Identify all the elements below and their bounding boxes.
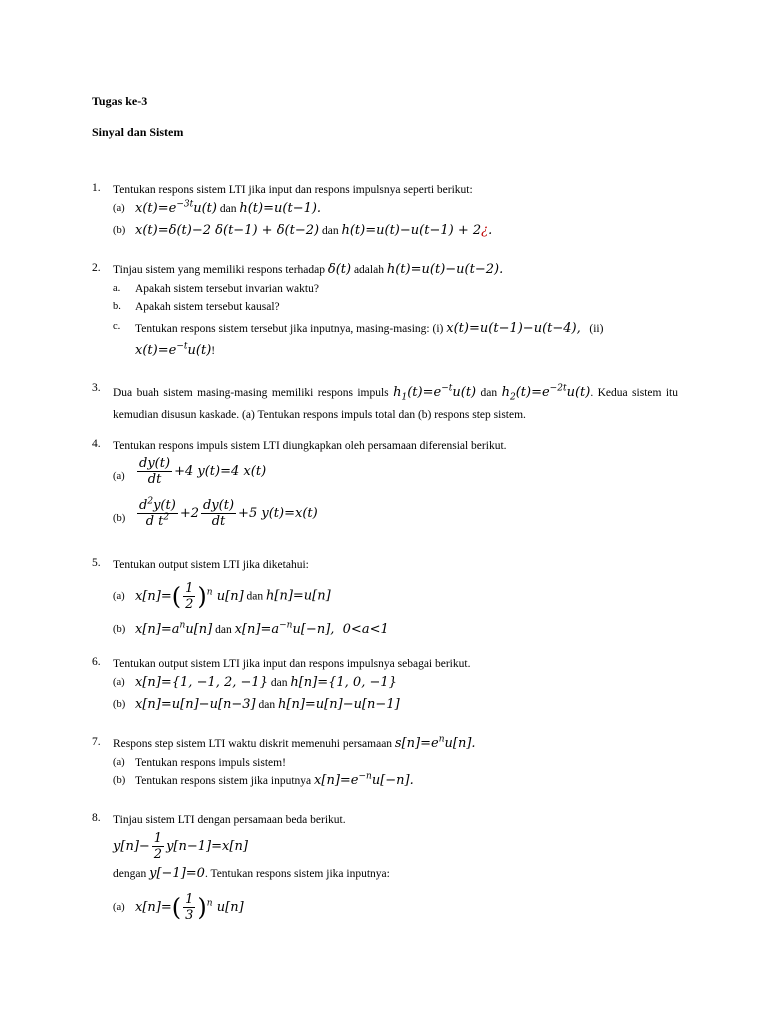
question-text: [113, 262, 678, 278]
text-segment: . Tentukan respons sistem jika inputnya:: [204, 868, 390, 880]
math-formula: $h_1(t)=e^{-t}u(t)$: [393, 383, 477, 403]
math-formula: h[n]=u[n]: [266, 588, 331, 604]
math-formula: $\frac{d^2y(t)}{d t^2}$ +2 $\frac{dy(t)}{dt}$ +5 y(t)=x(t): [139, 496, 318, 529]
and-word: dan: [480, 387, 498, 399]
sub-label: (a): [113, 757, 125, 768]
sub-label: c.: [113, 321, 121, 332]
initial-condition: [113, 866, 678, 882]
question-text: Tentukan output sistem LTI jika diketahui:: [113, 559, 309, 571]
math-formula: h(t)=u(t)−u(t−1) + 2¿.: [341, 223, 493, 238]
sub-text: Tentukan respons sistem jika inputnya: [135, 775, 312, 787]
math-formula: $\frac{dy(t)}{dt}$ +4 y(t)=4 x(t): [139, 456, 267, 487]
math-formula: δ(t): [327, 262, 352, 277]
math-formula: h(t)=u(t−1).: [239, 201, 322, 216]
sub-label: (a): [113, 677, 125, 688]
sub-label: a.: [113, 283, 121, 294]
course-title: Sinyal dan Sistem: [92, 125, 184, 139]
math-formula: y[n]− $\frac{1}{2}$ y[n−1]=x[n]: [113, 831, 248, 862]
text-segment: Respons step sistem LTI waktu diskrit memenuhi persamaan: [113, 738, 393, 750]
math-formula: $x[n]=e^{-n}u[-n]$.: [314, 771, 414, 788]
subquestion-a: [113, 886, 678, 928]
sub-label: (b): [113, 513, 126, 524]
math-formula: h[n]={1, 0, −1}: [290, 675, 397, 690]
sub-text: Apakah sistem tersebut kausal?: [135, 301, 280, 313]
question-text: Tentukan respons impuls sistem LTI diungkapkan oleh persamaan diferensial berikut.: [113, 440, 507, 452]
question-3: [92, 382, 678, 426]
and-word: dan: [215, 624, 232, 636]
and-word: dan: [258, 699, 276, 711]
math-formula: x(t)=δ(t)−2 δ(t−1) + δ(t−2): [135, 223, 320, 238]
math-formula: h(t)=u(t)−u(t−2).: [386, 262, 504, 277]
and-word: dan: [321, 225, 339, 237]
subquestion-b: [113, 696, 678, 714]
text-segment: dengan: [113, 868, 147, 880]
sub-label: (a): [113, 902, 125, 913]
question-number: 3.: [92, 382, 101, 394]
subquestion-c: [113, 318, 678, 362]
math-formula: $x[n]=a^nu[n]$: [135, 620, 213, 637]
sub-label: b.: [113, 301, 121, 312]
math-formula: x[n]=u[n]−u[n−3]: [135, 697, 256, 712]
subquestion-a: [113, 754, 678, 772]
question-number: 7.: [92, 736, 101, 748]
assignment-title: Tugas ke-3: [92, 94, 148, 108]
question-text: Tinjau sistem LTI dengan persamaan beda berikut.: [113, 814, 346, 826]
text-segment: adalah: [353, 264, 384, 276]
math-formula: x[n]=( $\frac{1}{3}$ )$^n$ u[n]: [135, 891, 244, 923]
text-segment: Tinjau sistem yang memiliki respons terhadap: [113, 264, 325, 276]
question-number: 4.: [92, 438, 101, 450]
sub-label: (b): [113, 699, 126, 710]
question-number: 8.: [92, 812, 101, 824]
and-word: dan: [219, 203, 237, 215]
subquestion-a: [113, 674, 678, 692]
math-formula: $h_2(t)=e^{-2t}u(t)$: [501, 383, 591, 403]
question-4: [92, 438, 678, 538]
question-text: [113, 382, 678, 426]
text-segment: . Kedua sistem itu kemudian disusun kaskade. (a) Tentukan respons impuls total dan (b) respons step sistem.: [113, 387, 679, 421]
subquestion-a: [113, 575, 678, 617]
subquestion-b: [113, 621, 678, 639]
math-formula: $x(t)=e^{-t}u(t)$: [135, 341, 212, 358]
question-7: [92, 736, 678, 790]
question-number: 6.: [92, 656, 101, 668]
sub-text: (ii): [589, 323, 604, 335]
math-formula: $x(t)=e^{-3t}u(t)$: [135, 199, 217, 216]
sub-label: (b): [113, 775, 126, 786]
sub-label: (a): [113, 591, 125, 602]
sub-label: (b): [113, 624, 126, 635]
sub-text: Tentukan respons sistem tersebut jika inputnya, masing-masing: (i): [135, 323, 444, 335]
question-number: 1.: [92, 182, 101, 194]
question-8: [92, 812, 678, 928]
subquestion-a: [113, 200, 678, 218]
subquestion-a: [113, 456, 678, 496]
subquestion-b: [113, 772, 678, 790]
question-number: 2.: [92, 262, 101, 274]
difference-equation: [113, 830, 678, 864]
subquestion-b: [113, 222, 678, 240]
text-segment: Dua buah sistem masing-masing memiliki respons impuls: [113, 387, 389, 399]
question-5: [92, 557, 678, 639]
question-6: [92, 656, 678, 714]
math-formula: $s[n]=e^nu[n]$.: [394, 734, 476, 751]
sub-label: (a): [113, 203, 125, 214]
math-formula: y[−1]=0: [149, 866, 205, 881]
question-number: 5.: [92, 557, 101, 569]
math-formula: x(t)=u(t−1)−u(t−4),: [446, 321, 581, 336]
math-formula: $x[n]=a^{-n}u[-n]$, 0<a<1: [234, 620, 389, 637]
question-text: [113, 736, 678, 752]
and-word: dan: [270, 677, 288, 689]
and-word: dan: [246, 590, 264, 603]
question-text: Tentukan respons sistem LTI jika input dan respons impulsnya seperti berikut:: [113, 184, 473, 196]
sub-label: (b): [113, 225, 126, 236]
subquestion-b: [113, 298, 678, 316]
math-formula: x[n]={1, −1, 2, −1}: [135, 675, 268, 690]
math-formula: x[n]=( $\frac{1}{2}$ )$^n$ u[n]: [135, 580, 244, 612]
sub-text: Tentukan respons impuls sistem!: [135, 757, 286, 769]
question-2: [92, 262, 678, 362]
sub-text: Apakah sistem tersebut invarian waktu?: [135, 283, 319, 295]
sub-label: (a): [113, 471, 125, 482]
text-segment: !: [211, 345, 216, 357]
question-1: [92, 182, 678, 240]
question-text: Tentukan output sistem LTI jika input dan respons impulsnya sebagai berikut.: [113, 658, 471, 670]
math-formula: h[n]=u[n]−u[n−1]: [278, 697, 400, 712]
subquestion-a: [113, 280, 678, 298]
subquestion-b: [113, 498, 678, 538]
